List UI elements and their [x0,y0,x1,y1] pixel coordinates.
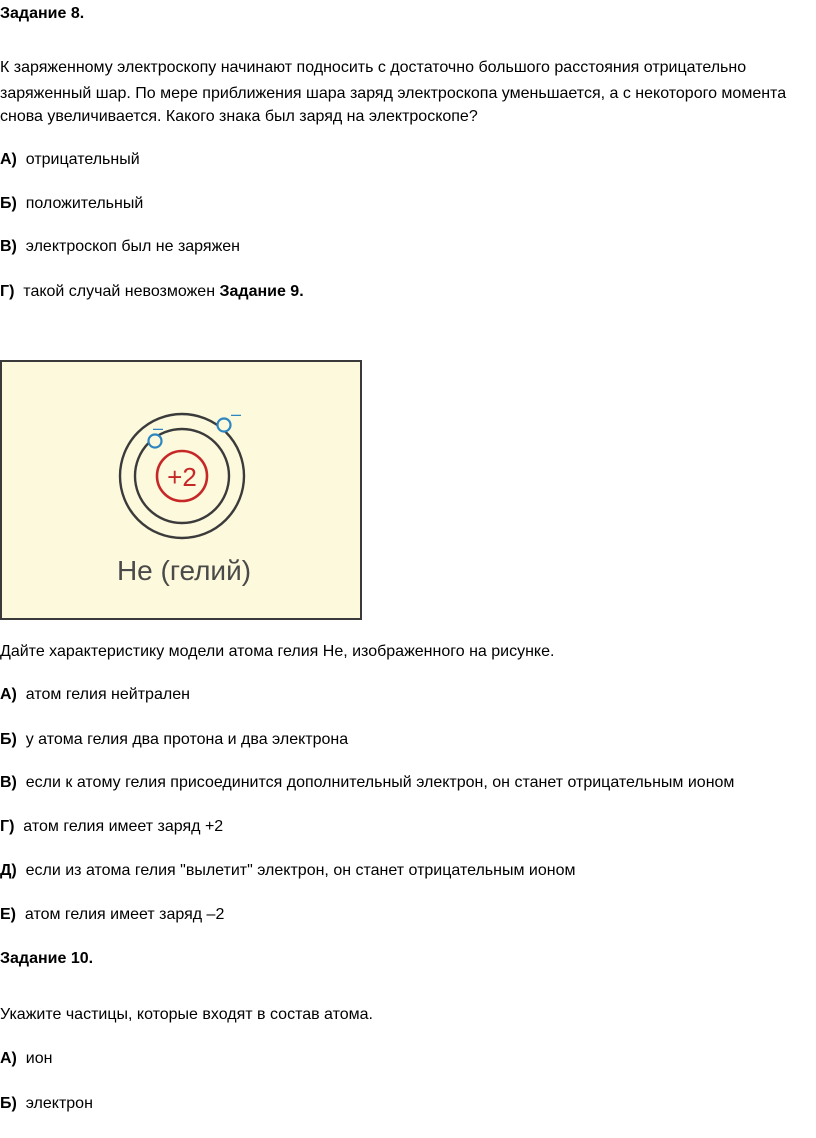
option-letter: В) [0,774,17,791]
task8-text-line-1: К заряженному электроскопу начинают подносить с достаточно большого расстояния отрицательно [0,59,747,76]
option-text: у атома гелия два протона и два электрона [25,731,349,748]
option-letter: А) [0,151,17,168]
task9-title: Задание 9. [219,283,304,300]
task9-option-b [0,730,348,750]
task10-option-a [0,1049,52,1069]
electron-outer-sign: – [230,404,242,424]
task9-question: Дайте характеристику модели атома гелия He, изображенного на рисунке. [0,643,555,660]
task10-question: Укажите частицы, которые входят в состав атома. [0,1006,373,1023]
task8-option-a [0,150,140,170]
helium-atom-diagram [2,362,360,618]
task10-option-b [0,1094,93,1114]
option-letter: Б) [0,1095,17,1112]
task8-text-line-3: снова увеличивается. Какого знака был заряд на электроскопе? [0,108,478,125]
option-letter: Д) [0,862,17,879]
option-text: если к атому гелия присоединится дополнительный электрон, он станет отрицательным ионом [25,774,735,791]
option-text: электроскоп был не заряжен [25,238,240,255]
option-text: электрон [25,1095,93,1112]
task9-option-e [0,861,575,881]
option-text: положительный [25,195,144,212]
helium-atom-figure [0,360,362,620]
option-letter: А) [0,686,17,703]
task9-option-c [0,773,734,793]
task8-option-c [0,237,240,257]
option-text: если из атома гелия "вылетит" электрон, он станет отрицательным ионом [25,862,576,879]
option-letter: Б) [0,731,17,748]
task8-option-b [0,194,143,214]
task8-text-line-2: заряженный шар. По мере приближения шара заряд электроскопа уменьшается, а с некоторого момента [0,85,787,102]
option-text: атом гелия имеет заряд –2 [24,906,225,923]
nucleus-charge-label: +2 [167,462,197,492]
option-text: атом гелия имеет заряд +2 [23,818,224,835]
option-text: отрицательный [25,151,140,168]
option-text: такой случай невозможен [23,283,216,300]
option-text: атом гелия нейтрален [25,686,190,703]
option-letter: Е) [0,906,16,923]
task9-option-d [0,817,223,837]
option-text: ион [25,1050,53,1067]
option-letter: В) [0,238,17,255]
electron-inner-sign: – [152,418,164,438]
figure-caption: He (гелий) [116,555,252,586]
task10-title: Задание 10. [0,950,94,967]
task8-title: Задание 8. [0,5,85,22]
option-letter: Г) [0,283,15,300]
task8-option-d [0,282,304,302]
option-letter: А) [0,1050,17,1067]
option-letter: Г) [0,818,15,835]
electron-outer [218,419,231,432]
task9-option-f [0,905,224,925]
task9-option-a [0,685,190,705]
option-letter: Б) [0,195,17,212]
